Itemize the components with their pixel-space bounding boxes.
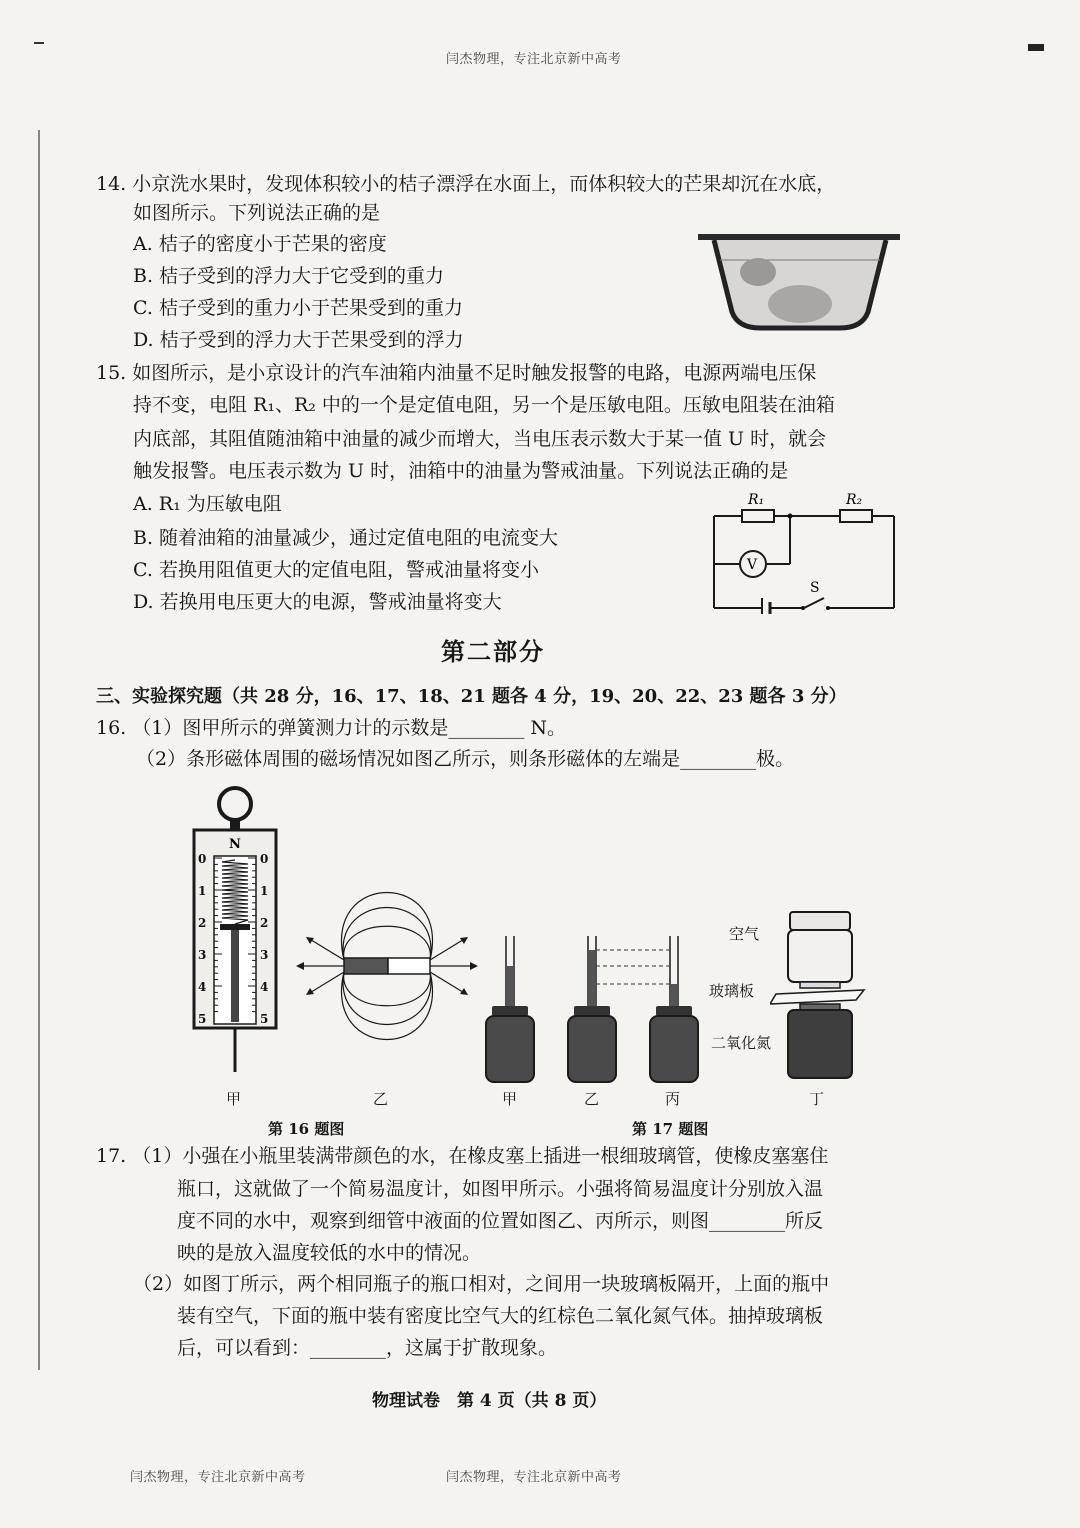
fig16-label-yi: 乙: [373, 1090, 389, 1108]
magnet-left-half: [344, 958, 388, 974]
resistor-r1: [742, 510, 774, 522]
scale-number-r: 0: [260, 852, 269, 866]
q16-part1: 16. （1）图甲所示的弹簧测力计的示数是________ N。: [96, 717, 567, 739]
fig17-label-jia: 甲: [502, 1090, 518, 1108]
fig17-label-bing: 丙: [665, 1090, 681, 1108]
scale-rod: [231, 930, 239, 1022]
q17-part2-line1: （2）如图丁所示，两个相同瓶子的瓶口相对，之间用一块玻璃板隔开，上面的瓶中: [133, 1273, 830, 1295]
section3-heading: 三、实验探究题（共 28 分，16、17、18、21 题各 4 分，19、20、22、23 题各 3 分）: [96, 686, 847, 707]
scale-number-r: 1: [260, 884, 269, 898]
q14-option-b: B. 桔子受到的浮力大于它受到的重力: [133, 265, 445, 287]
scale-number-r: 4: [260, 980, 269, 994]
fig17-label-air: 空气: [729, 925, 760, 943]
scale-ring: [219, 788, 251, 820]
scale-number-r: 5: [260, 1012, 269, 1026]
fig17-label-glass: 玻璃板: [709, 982, 755, 1000]
part2-title: 第二部分: [441, 637, 545, 666]
no2-bottle: [788, 1010, 852, 1078]
level-guides: [596, 950, 670, 984]
scale-number-r: 2: [260, 916, 269, 930]
scale-pointer: [220, 924, 250, 930]
mango-fruit: [768, 285, 832, 323]
scale-number-l: 5: [198, 1012, 207, 1026]
fig17-label-ding: 丁: [809, 1090, 825, 1108]
q14-stem-line1: 14. 小京洗水果时，发现体积较小的桔子漂浮在水面上，而体积较大的芒果却沉在水底，: [96, 173, 836, 195]
scale-number-l: 1: [198, 884, 207, 898]
resistor-r2: [840, 510, 872, 522]
q17-part1-line3: 度不同的水中，观察到细管中液面的位置如图乙、丙所示，则图________所反: [177, 1210, 824, 1232]
header-watermark: 闫杰物理，专注北京新中高考: [446, 52, 622, 67]
q15-option-d: D. 若换用电压更大的电源，警戒油量将变大: [133, 591, 502, 613]
scale-number-l: 2: [198, 916, 207, 930]
bottle-yi: [568, 936, 616, 1082]
bottle-jia: [486, 936, 534, 1082]
alarm-circuit-diagram: [706, 488, 902, 614]
air-bottle: [788, 930, 852, 982]
q15-option-c: C. 若换用阻值更大的定值电阻，警戒油量将变小: [133, 559, 539, 581]
q15-stem-line4: 触发报警。电压表示数为 U 时，油箱中的油量为警戒油量。下列说法正确的是: [133, 460, 789, 482]
basin-rim: [698, 234, 900, 240]
footer-watermark-right: 闫杰物理，专注北京新中高考: [446, 1470, 622, 1485]
q15-stem-line2: 持不变，电阻 R₁、R₂ 中的一个是定值电阻，另一个是压敏电阻。压敏电阻装在油箱: [133, 394, 835, 416]
spring-scale-figure: [190, 782, 280, 1082]
switch-s: [804, 598, 824, 608]
magnet-right-half: [388, 958, 430, 974]
q15-option-a: A. R₁ 为压敏电阻: [133, 493, 282, 515]
scale-unit: N: [229, 837, 241, 852]
q16-part2: （2）条形磁体周围的磁场情况如图乙所示，则条形磁体的左端是________极。: [136, 748, 795, 770]
thermometer-bottles-figure: [482, 930, 702, 1086]
label-voltmeter: V: [747, 557, 758, 573]
footer-watermark-left: 闫杰物理，专注北京新中高考: [130, 1470, 306, 1485]
q15-stem-line3: 内底部，其阻值随油箱中油量的减少而增大，当电压表示数大于某一值 U 时，就会: [133, 428, 827, 450]
scale-number-l: 0: [198, 852, 207, 866]
bottle-bing: [650, 936, 698, 1082]
scale-number-l: 3: [198, 948, 207, 962]
q14-option-a: A. 桔子的密度小于芒果的密度: [133, 233, 387, 255]
q14-option-d: D. 桔子受到的浮力大于芒果受到的浮力: [133, 329, 464, 351]
fig16-caption: 第 16 题图: [268, 1120, 345, 1138]
q14-option-c: C. 桔子受到的重力小于芒果受到的重力: [133, 297, 463, 319]
diffusion-bottles-figure: [770, 908, 870, 1084]
q14-stem-line2: 如图所示。下列说法正确的是: [133, 202, 381, 224]
bar-magnet-figure: [292, 880, 482, 1050]
label-switch: S: [810, 580, 820, 596]
scale-number-r: 3: [260, 948, 269, 962]
fruit-basin-figure: [694, 228, 904, 334]
fig17-label-yi: 乙: [584, 1090, 600, 1108]
fig17-caption: 第 17 题图: [632, 1120, 709, 1138]
label-r1: R₁: [748, 492, 765, 508]
corner-mark: [1028, 44, 1044, 51]
q17-part1-line2: 瓶口，这就做了一个简易温度计，如图甲所示。小强将简易温度计分别放入温: [177, 1178, 824, 1200]
q17-part2-line3: 后，可以看到：________，这属于扩散现象。: [177, 1337, 558, 1359]
q15-option-b: B. 随着油箱的油量减少，通过定值电阻的电流变大: [133, 527, 559, 549]
q17-part1-line1: 17. （1）小强在小瓶里装满带颜色的水，在橡皮塞上插进一根细玻璃管，使橡皮塞塞住: [96, 1145, 829, 1167]
fig16-label-jia: 甲: [226, 1090, 242, 1108]
corner-tick: [34, 42, 44, 44]
q15-stem-line1: 15. 如图所示，是小京设计的汽车油箱内油量不足时触发报警的电路，电源两端电压保: [96, 362, 817, 384]
q17-part1-line4: 映的是放入温度较低的水中的情况。: [177, 1242, 482, 1264]
fig17-label-no2: 二氧化氮: [711, 1034, 772, 1052]
label-r2: R₂: [846, 492, 863, 508]
glass-plate: [770, 990, 864, 1004]
left-margin-line: [38, 130, 40, 1370]
q17-part2-line2: 装有空气，下面的瓶中装有密度比空气大的红棕色二氧化氮气体。抽掉玻璃板: [177, 1305, 824, 1327]
page-footer: 物理试卷 第 4 页（共 8 页）: [372, 1391, 607, 1411]
scale-number-l: 4: [198, 980, 207, 994]
orange-fruit: [740, 258, 776, 286]
